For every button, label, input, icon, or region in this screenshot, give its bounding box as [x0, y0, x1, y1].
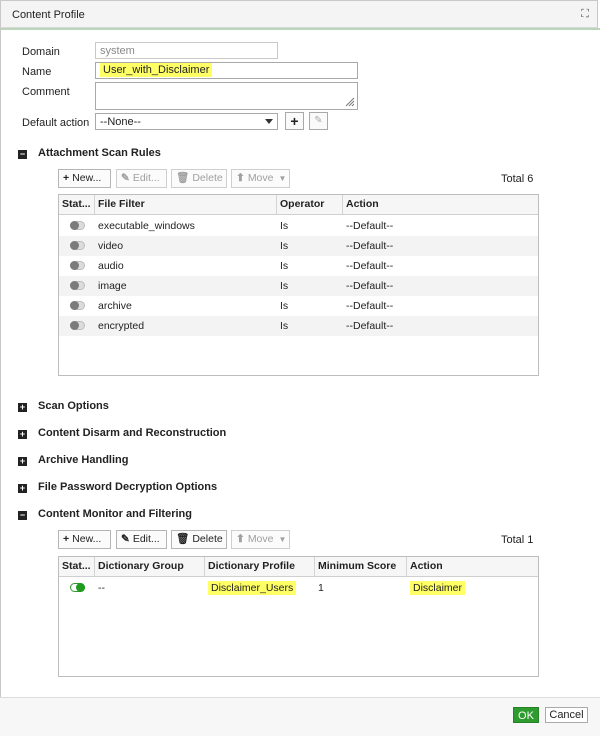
collapsed-section-2[interactable] — [18, 454, 128, 466]
trash-icon: 🗑 — [176, 533, 190, 545]
comment-field[interactable] — [95, 82, 358, 110]
attachment-edit-label: Edit... — [132, 172, 160, 184]
name-value: User_with_Disclaimer — [100, 63, 212, 77]
status-cell — [59, 216, 95, 236]
cancel-button[interactable]: Cancel — [545, 707, 588, 723]
action-cell: --Default-- — [346, 280, 394, 292]
default-action-value: --None-- — [100, 116, 141, 128]
action-cell — [407, 578, 539, 598]
file-filter-cell: encrypted — [98, 320, 145, 332]
attachment-move-label: Move — [247, 172, 274, 184]
dictionary-group-cell: -- — [98, 582, 105, 594]
toggle-knob — [70, 241, 79, 250]
expand-icon: + — [19, 429, 26, 439]
edit-icon: ✎ — [121, 172, 130, 184]
monitor-total: Total 1 — [501, 534, 534, 546]
default-action-select[interactable] — [95, 113, 278, 130]
status-toggle[interactable] — [70, 281, 85, 290]
action-value: Disclaimer — [410, 581, 465, 595]
action-cell: --Default-- — [346, 320, 394, 332]
monitor-move-label: Move — [247, 533, 274, 545]
operator-cell: Is — [280, 320, 289, 332]
operator-cell: Is — [280, 260, 289, 272]
monitor-delete-label: Delete — [192, 533, 223, 545]
table-row[interactable] — [59, 276, 538, 296]
toggle-knob — [70, 321, 79, 330]
collapse-icon: − — [19, 149, 26, 159]
attachment-total: Total 6 — [501, 173, 534, 185]
attachment-delete-button[interactable] — [171, 169, 227, 188]
table-row[interactable] — [59, 256, 538, 276]
attachment-new-label: New... — [72, 172, 102, 184]
edit-action-button[interactable] — [309, 112, 328, 130]
monitor-section-title: Content Monitor and Filtering — [38, 508, 192, 520]
monitor-section-header[interactable] — [18, 508, 192, 520]
col-dictionary-group[interactable]: Dictionary Group — [95, 557, 205, 576]
status-toggle[interactable] — [70, 583, 85, 592]
add-action-button[interactable] — [285, 112, 304, 130]
default-action-label: Default action — [22, 117, 90, 129]
table-header — [59, 557, 538, 577]
collapsed-section-3[interactable] — [18, 481, 217, 493]
toggle-knob — [70, 221, 79, 230]
chevron-down-icon: ▼ — [278, 535, 287, 544]
plus-icon: + — [63, 172, 70, 184]
action-cell: --Default-- — [346, 220, 394, 232]
status-toggle[interactable] — [70, 321, 85, 330]
attachment-edit-button[interactable] — [116, 169, 167, 188]
attachment-move-button[interactable] — [231, 169, 290, 188]
comment-label: Comment — [22, 86, 70, 98]
plus-icon: + — [290, 113, 299, 129]
operator-cell: Is — [280, 240, 289, 252]
action-cell: --Default-- — [346, 260, 394, 272]
collapse-icon: − — [19, 510, 26, 520]
status-cell — [59, 236, 95, 256]
status-cell — [59, 296, 95, 316]
col-operator[interactable]: Operator — [277, 195, 343, 214]
dictionary-profile-cell — [205, 578, 315, 598]
edit-icon: ✎ — [121, 533, 130, 545]
attachment-section-title: Attachment Scan Rules — [38, 147, 161, 159]
table-row[interactable] — [59, 236, 538, 256]
dictionary-profile-value: Disclaimer_Users — [208, 581, 296, 595]
file-filter-cell: executable_windows — [98, 220, 195, 232]
resize-grip-icon[interactable] — [345, 97, 355, 107]
name-label: Name — [22, 66, 52, 78]
monitor-move-button[interactable] — [231, 530, 290, 549]
col-dictionary-profile[interactable]: Dictionary Profile — [205, 557, 315, 576]
monitor-new-label: New... — [72, 533, 102, 545]
attachment-new-button[interactable] — [58, 169, 111, 188]
domain-field — [95, 42, 278, 59]
monitor-edit-button[interactable] — [116, 530, 167, 549]
file-filter-cell: image — [98, 280, 127, 292]
table-row[interactable] — [59, 578, 538, 598]
name-field[interactable] — [95, 62, 358, 79]
window-titlebar — [0, 0, 598, 28]
attachment-delete-label: Delete — [192, 172, 223, 184]
ok-button[interactable]: OK — [513, 707, 539, 723]
status-cell — [59, 316, 95, 336]
col-action[interactable]: Action — [410, 560, 443, 572]
status-toggle[interactable] — [70, 221, 85, 230]
table-header — [59, 195, 538, 215]
monitor-edit-label: Edit... — [132, 533, 160, 545]
status-toggle[interactable] — [70, 301, 85, 310]
collapsed-section-1[interactable] — [18, 427, 226, 439]
operator-cell: Is — [280, 220, 289, 232]
monitor-delete-button[interactable] — [171, 530, 227, 549]
toggle-knob — [70, 261, 79, 270]
chevron-down-icon — [265, 119, 273, 124]
attachment-section-header[interactable] — [18, 147, 161, 159]
section-title: Scan Options — [38, 400, 109, 412]
file-filter-cell: video — [98, 240, 124, 252]
operator-cell: Is — [280, 280, 289, 292]
arrow-up-icon: ⬆ — [236, 172, 245, 184]
table-row[interactable] — [59, 316, 538, 336]
expand-icon: + — [19, 402, 26, 412]
expand-icon: + — [19, 483, 26, 493]
title-divider — [0, 28, 600, 30]
status-cell — [59, 276, 95, 296]
minimum-score-cell: 1 — [318, 582, 324, 594]
action-cell: --Default-- — [346, 300, 394, 312]
dialog-footer — [0, 697, 600, 736]
domain-label: Domain — [22, 46, 60, 58]
status-toggle[interactable] — [70, 261, 85, 270]
section-title: Archive Handling — [38, 454, 129, 466]
toggle-knob — [76, 583, 85, 592]
trash-icon: 🗑 — [176, 172, 190, 184]
col-status[interactable]: Stat... — [59, 557, 95, 576]
plus-icon: + — [63, 533, 70, 545]
operator-cell: Is — [280, 300, 289, 312]
col-file-filter[interactable]: File Filter — [95, 195, 277, 214]
section-title: Content Disarm and Reconstruction — [38, 427, 227, 439]
chevron-down-icon: ▼ — [278, 174, 287, 183]
col-action[interactable]: Action — [346, 198, 379, 210]
domain-value: system — [100, 45, 135, 57]
file-filter-cell: audio — [98, 260, 124, 272]
table-row[interactable] — [59, 216, 538, 236]
status-toggle[interactable] — [70, 241, 85, 250]
edit-icon: ✎ — [314, 115, 323, 126]
file-filter-cell: archive — [98, 300, 132, 312]
table-row[interactable] — [59, 296, 538, 316]
section-title: File Password Decryption Options — [38, 481, 218, 493]
monitor-table — [58, 556, 539, 677]
status-cell — [59, 578, 95, 598]
attachment-table — [58, 194, 539, 376]
expand-icon: + — [19, 456, 26, 466]
col-minimum-score[interactable]: Minimum Score — [315, 557, 407, 576]
window-title: Content Profile — [12, 9, 85, 21]
toggle-knob — [70, 281, 79, 290]
maximize-icon[interactable]: ⛶ — [581, 8, 589, 20]
monitor-new-button[interactable] — [58, 530, 111, 549]
toggle-knob — [70, 301, 79, 310]
window-border — [0, 28, 1, 697]
col-status[interactable]: Stat... — [59, 195, 95, 214]
arrow-up-icon: ⬆ — [236, 533, 245, 545]
collapsed-section-0[interactable] — [18, 400, 109, 412]
action-cell: --Default-- — [346, 240, 394, 252]
status-cell — [59, 256, 95, 276]
